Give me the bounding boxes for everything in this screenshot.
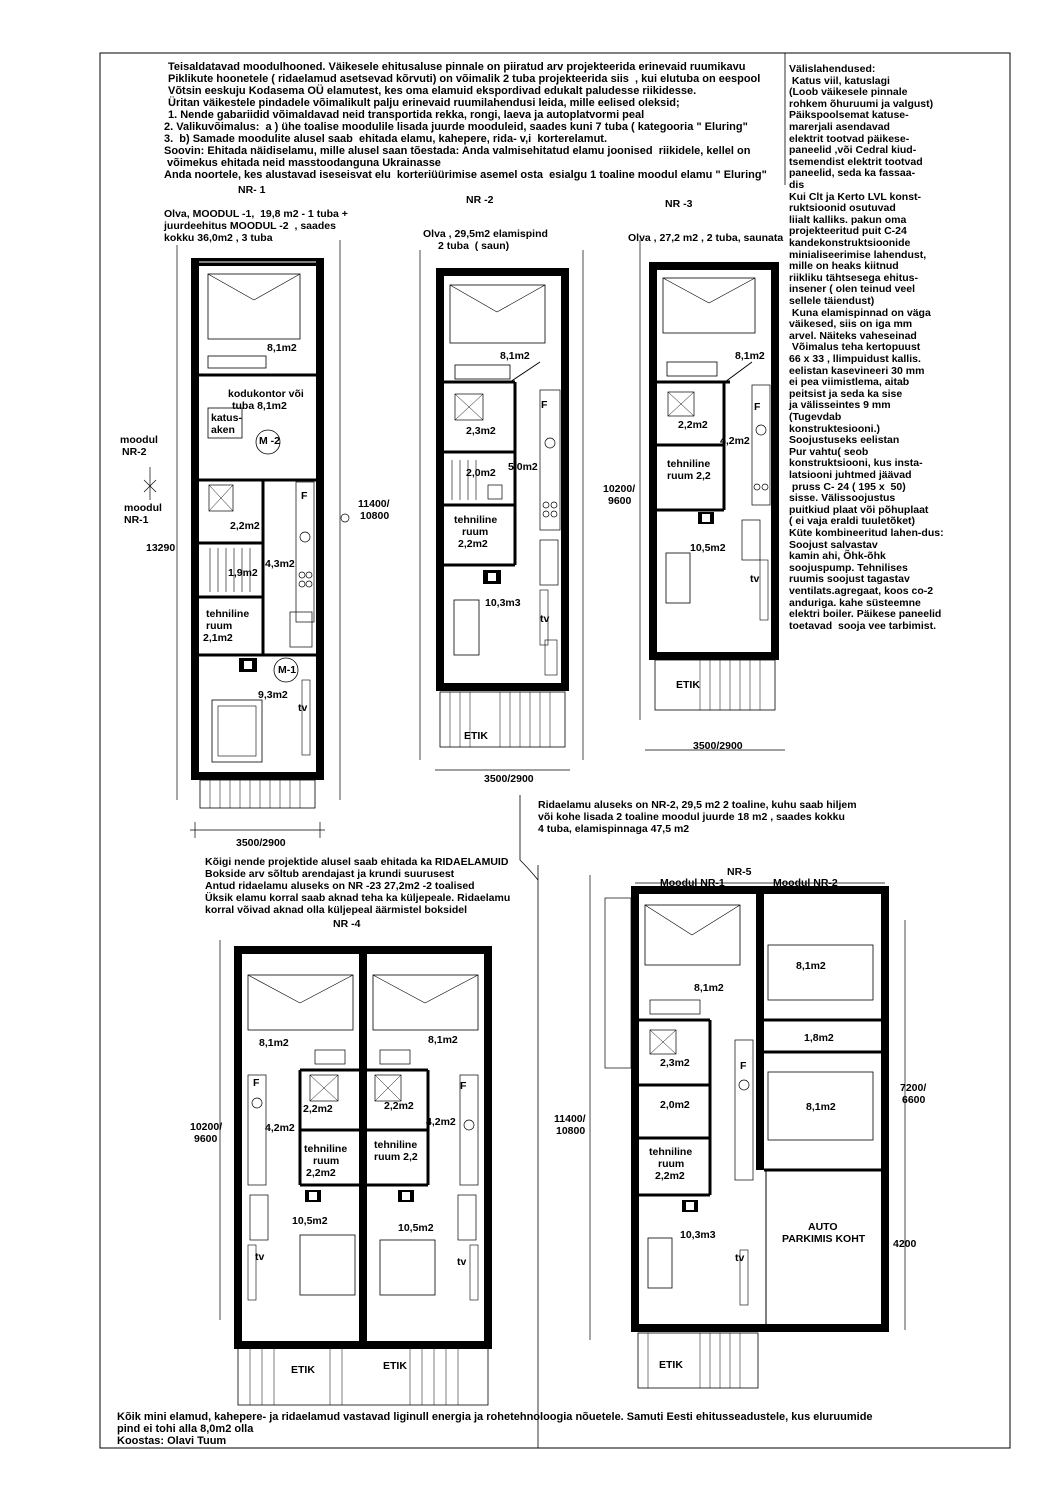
nr3-side-dim: 10200/	[603, 483, 636, 495]
nr4-caption: Bokside arv sõltub arendajast ja krundi suurusest	[205, 868, 455, 880]
nr5-tech-room: 2,2m2	[655, 1170, 685, 1182]
nr1-caption: Olva, MOODUL -1, 19,8 m2 - 1 tuba +	[164, 208, 348, 220]
nr3-tech-room: tehniline	[667, 458, 711, 470]
nr3-title: NR -3	[665, 198, 693, 210]
side-note-line: paneelid ,või Cedral kiud-	[789, 144, 917, 157]
nr5-side-dim-right: 7200/	[900, 1082, 927, 1094]
side-note-line: Kui Clt ja Kerto LVL konst-	[789, 190, 922, 203]
nr4-right-bath-area: 2,2m2	[384, 1100, 414, 1112]
nr4-left-tech-room: ruum	[313, 1155, 340, 1167]
nr1-kitchen-area: 4,3m2	[265, 558, 295, 570]
intro-line: võimekus ehitada neid masstoodanguna Ukrainasse	[164, 157, 441, 169]
nr1-module2-label: NR-2	[122, 446, 147, 458]
nr2-sauna-area: 2,3m2	[466, 425, 496, 437]
nr5-sauna-area: 2,3m2	[660, 1057, 690, 1069]
nr4-left-kitchen-area: 4,2m2	[265, 1122, 295, 1134]
side-note-line: soojuspump. Tehnilises	[789, 561, 908, 574]
nr4-right-fridge: F	[460, 1080, 467, 1092]
nr3-side-dim: 9600	[608, 495, 632, 507]
nr2-width-dim: 3500/2900	[484, 773, 534, 785]
nr4-left-fridge: F	[253, 1077, 260, 1089]
side-note-line: paneelid, seda ka fassaa-	[789, 167, 916, 180]
nr2-porch: ETIK	[464, 730, 488, 742]
nr1-side-dim: 10800	[360, 510, 390, 522]
intro-line: 3. b) Samade moodulite alusel saab ehitada elamu, kahepere, rida- v,i korterelamut.	[164, 133, 608, 145]
plan-nr3	[640, 240, 785, 750]
side-note-line: ruumis soojust tagastav	[789, 573, 910, 586]
nr4-left-tv: tv	[255, 1251, 265, 1263]
nr5-tv: tv	[735, 1252, 745, 1264]
nr2-caption: Olva , 29,5m2 elamispind	[423, 228, 548, 240]
nr3-tech-room: ruum 2,2	[667, 470, 711, 482]
nr1-bath-area: 2,2m2	[230, 520, 260, 532]
nr4-caption: Üksik elamu korral saab aknad teha ka küljepeale. Ridaelamu	[205, 892, 511, 904]
side-note-line: projekteeritud puit C-24	[789, 225, 907, 238]
nr1-skylight-label: katus-	[211, 412, 242, 424]
side-note-line: ventilats.agregaat, koos co-2	[789, 585, 934, 597]
nr3-porch: ETIK	[676, 679, 700, 691]
nr1-office-label: tuba 8,1m2	[232, 400, 287, 412]
side-note-line: marerjali asendavad	[789, 121, 890, 133]
side-note-line: arvel. Näiteks vaheseinad	[789, 329, 917, 342]
side-note-line: Küte kombineeritud lahen-dus:	[789, 527, 944, 539]
nr1-width-dim: 3500/2900	[236, 837, 286, 849]
nr5-stair-area: 2,0m2	[660, 1099, 690, 1111]
nr5-tech-room: ruum	[658, 1158, 685, 1170]
nr1-tv: tv	[298, 702, 308, 714]
side-note-line: 66 x 33 , llimpuidust kallis.	[789, 353, 921, 365]
intro-line: Soovin: Ehitada näidiselamu, mille alusel saan tõestada: Anda valmisehitatud elamu joonised riikidele, kellel on	[164, 145, 751, 157]
intro-line: Teisaldatavad moodulhooned. Väikesele ehitusaluse pinnale on piiratud arv projekteerida erinevaid ruumikavu	[168, 61, 746, 73]
nr1-tech-room: tehniline	[206, 608, 250, 620]
footer-author: Koostas: Olavi Tuum	[117, 1435, 227, 1447]
nr3-width-dim: 3500/2900	[693, 740, 743, 752]
side-note-line: Võimalus teha kertopuust	[789, 341, 921, 354]
nr3-kitchen-area: 4,2m2	[720, 435, 750, 447]
footer-line: pind ei tohi alla 8,0m2 olla	[117, 1423, 254, 1435]
side-note-line: Pur vahtu( seob	[789, 445, 869, 458]
nr4-right-living-area: 10,5m2	[398, 1222, 434, 1234]
nr1-module2-label: moodul	[120, 434, 158, 446]
nr1-side-dim: 11400/	[358, 498, 390, 510]
nr5-module2-label: Moodul NR-2	[773, 877, 838, 889]
nr4-caption: Kõigi nende projektide alusel saab ehitada ka RIDAELAMUID	[205, 856, 509, 868]
intro-line: 2. Valikuvõimalus: a ) ühe toalise moodulile lisada juurde mooduleid, saades kuni 7 tuba ( kategooria " Eluring"	[164, 121, 748, 133]
nr3-caption: Olva , 27,2 m2 , 2 tuba, saunata	[628, 232, 784, 244]
side-note-line: ja välisseintes 9 mm	[789, 399, 891, 412]
nr4-caption: korral võivad aknad olla küljepeal äärmistel boksidel	[205, 904, 468, 916]
side-note-line: sisse. Välissoojustus	[789, 492, 896, 505]
side-note-line: sellele täiendust)	[789, 295, 875, 307]
nr4-right-kitchen-area: 4,2m2	[426, 1116, 456, 1128]
side-note-line: eelistan kasevineeri 30 mm	[789, 364, 925, 377]
nr5-parking-label: AUTO	[808, 1221, 838, 1233]
nr5-side-dim-left: 11400/	[554, 1113, 586, 1125]
side-note-line: väikesed, siis on iga mm	[789, 318, 913, 331]
plan-nr5	[590, 875, 905, 1388]
footer-line: Kõik mini elamud, kahepere- ja ridaelamud vastavad liginull energia ja rohetehnoloogia nõuetele. Samuti Eesti ehitusseadustele, kus eluruumide	[117, 1411, 873, 1423]
side-note-line: elektrit tootvad päikese-	[789, 132, 910, 145]
nr5-right-bed2-area: 8,1m2	[806, 1101, 836, 1113]
nr5-tech-room: tehniline	[649, 1146, 693, 1158]
nr4-side-dim: 10200/	[190, 1121, 223, 1133]
nr1-caption: juurdeehitus MOODUL -2 , saades	[164, 220, 336, 232]
side-note-line: puitkiud plaat või põhuplaat	[789, 503, 929, 516]
nr5-caption: 4 tuba, elamispinnaga 47,5 m2	[538, 823, 690, 835]
nr2-stair-area: 2,0m2	[466, 467, 496, 479]
nr2-caption: 2 tuba ( saun)	[438, 240, 510, 252]
side-note-line: liialt kalliks. pakun oma	[789, 213, 907, 226]
nr2-tv: tv	[540, 613, 550, 625]
nr5-side-dim-right: 6600	[902, 1094, 926, 1106]
nr1-caption: kokku 36,0m2 , 3 tuba	[164, 232, 273, 244]
nr1-height-dim: 13290	[146, 542, 176, 554]
nr4-left-tech-room: 2,2m2	[306, 1167, 336, 1179]
nr3-tv: tv	[750, 573, 760, 585]
nr1-stair-area: 1,9m2	[228, 567, 258, 579]
nr5-module1-label: Moodul NR-1	[660, 877, 725, 889]
nr4-caption: Antud ridaelamu aluseks on NR -23 27,2m2 -2 toalised	[205, 880, 475, 892]
nr4-right-tech-room: ruum 2,2	[374, 1151, 418, 1163]
nr5-right-bath-area: 1,8m2	[804, 1032, 834, 1044]
nr1-tech-room: ruum	[206, 620, 233, 632]
nr4-right-tech-room: tehniline	[374, 1139, 418, 1151]
side-note-line: ruktsioonid osutuvad	[789, 202, 896, 215]
nr4-right-bedroom-area: 8,1m2	[428, 1034, 458, 1046]
nr4-left-bath-area: 2,2m2	[303, 1103, 333, 1115]
nr5-parking-dim: 4200	[893, 1238, 917, 1250]
nr4-left-bedroom-area: 8,1m2	[259, 1037, 289, 1049]
plan-nr4	[220, 940, 488, 1405]
side-note-line: kandekonstruktsioonide	[789, 237, 911, 249]
nr3-fridge: F	[754, 401, 761, 413]
intro-line: Võtsin eeskuju Kodasema OÜ elamutest, kes oma elamuid ekspordivad edukalt paludesse riikidesse.	[168, 85, 697, 97]
nr4-right-porch: ETIK	[383, 1360, 407, 1372]
nr2-tech-room: ruum	[462, 526, 489, 538]
side-note-line: Välislahendused:	[789, 63, 876, 75]
side-note-line: ei pea viimistlema, aitab	[789, 376, 910, 389]
nr4-left-tech-room: tehniline	[304, 1143, 348, 1155]
side-note-line: Kuna elamispinnad on väga	[789, 306, 931, 319]
side-note-line: Soojustuseks eelistan	[789, 434, 900, 447]
nr3-bath-area: 2,2m2	[678, 419, 708, 431]
nr1-module-m2: M -2	[259, 435, 280, 447]
side-note-line: mille on heaks kiitnud	[789, 260, 899, 273]
nr2-fridge: F	[541, 399, 548, 411]
nr1-module1-label: NR-1	[124, 514, 149, 526]
side-note-line: Katus viil, katuslagi	[789, 74, 890, 87]
nr4-title: NR -4	[333, 918, 361, 930]
nr1-module1-label: moodul	[124, 502, 162, 514]
nr1-living-area: 9,3m2	[258, 689, 288, 701]
side-note-line: konstruktesiooni.)	[789, 422, 881, 435]
intro-line: Piklikute hoonetele ( ridaelamud asetsevad kõrvuti) on võimalik 2 tuba projekteerida siis , kui elutuba on eespool	[168, 73, 761, 85]
nr2-living-area: 10,3m3	[485, 597, 521, 609]
nr4-side-dim: 9600	[194, 1133, 218, 1145]
side-note-line: Soojust salvastav	[789, 538, 878, 551]
nr5-porch: ETIK	[659, 1359, 683, 1371]
side-note-line: Päikspoolsemat katuse-	[789, 109, 909, 122]
nr5-bedroom-area: 8,1m2	[694, 982, 724, 994]
nr3-living-area: 10,5m2	[690, 542, 726, 554]
nr5-title: NR-5	[727, 866, 752, 878]
nr2-tech-room: tehniline	[454, 514, 498, 526]
plan-nr1	[144, 240, 349, 838]
nr1-title: NR- 1	[238, 184, 266, 196]
nr4-right-tv: tv	[457, 1256, 467, 1268]
side-note-line: dis	[789, 179, 805, 191]
intro-line: 1. Nende gabariidid võimaldavad neid transportida rekka, rongi, laeva ja autoplatvormi peal	[168, 109, 645, 121]
side-note-line: anduriga. kahe süsteemne	[789, 596, 921, 609]
intro-line: Üritan väikestele pindadele võimalikult palju erinevaid ruumilahendusi leida, mille eelised oleksid;	[168, 97, 680, 109]
nr5-right-bed1-area: 8,1m2	[796, 960, 826, 972]
side-note-line: ( ei vaja eraldi tuuletõket)	[789, 515, 916, 528]
plan-nr2	[420, 250, 583, 770]
nr2-tech-room: 2,2m2	[458, 538, 488, 550]
nr5-parking-label: PARKIMIS KOHT	[782, 1233, 866, 1245]
nr4-left-living-area: 10,5m2	[292, 1215, 328, 1227]
nr1-module-m1: M-1	[278, 664, 297, 676]
side-note-line: insener ( olen teinud veel	[789, 283, 916, 296]
side-note-line: toetavad sooja vee tarbimist.	[789, 619, 937, 632]
intro-line: Anda noortele, kes alustavad iseseisvat elu korteriüürimise asemel osta esialgu 1 toaline moodul elamu " Eluring"	[164, 169, 767, 181]
nr5-living-area: 10,3m3	[680, 1229, 716, 1241]
side-note-line: elektri boiler. Päikese paneelid	[789, 608, 942, 621]
nr4-left-porch: ETIK	[291, 1364, 315, 1376]
side-note-line: tsemendist elektrit tootvad	[789, 155, 923, 168]
nr2-bedroom-area: 8,1m2	[500, 350, 530, 362]
side-note-line: riikliku tähtsesega ehitus-	[789, 271, 918, 284]
nr5-side-dim-left: 10800	[556, 1125, 586, 1137]
side-note-line: rohkem õhuruumi ja valgust)	[789, 97, 934, 110]
side-note-line: (Loob väikesele pinnale	[789, 86, 908, 99]
nr1-skylight-label: aken	[211, 424, 235, 436]
nr1-fridge: F	[301, 490, 308, 502]
nr5-fridge: F	[740, 1060, 747, 1072]
side-note-line: pruss C- 24 ( 195 x 50)	[789, 480, 906, 493]
nr1-bedroom-area: 8,1m2	[267, 342, 297, 354]
nr3-bedroom-area: 8,1m2	[735, 350, 765, 362]
nr5-caption: Ridaelamu aluseks on NR-2, 29,5 m2 2 toaline, kuhu saab hiljem	[538, 799, 857, 811]
side-note-line: latsiooni juhtmed jäävad	[789, 469, 912, 481]
side-note-line: minialiseerimise lahendust,	[789, 248, 927, 261]
side-note-line: (Tugevdab	[789, 411, 842, 423]
side-note-line: kamin ahi, Õhk-õhk	[789, 550, 886, 563]
nr2-kitchen-area: 5,0m2	[508, 461, 538, 473]
side-note-line: konstruktsiooni, kus insta-	[789, 457, 923, 470]
nr5-caption: või kohe lisada 2 toaline moodul juurde 18 m2 , saades kokku	[538, 811, 845, 823]
side-note-line: peitsist ja seda ka sise	[789, 387, 903, 400]
nr2-title: NR -2	[466, 194, 494, 206]
nr1-tech-room: 2,1m2	[203, 632, 233, 644]
nr1-office-label: kodukontor või	[228, 388, 304, 400]
